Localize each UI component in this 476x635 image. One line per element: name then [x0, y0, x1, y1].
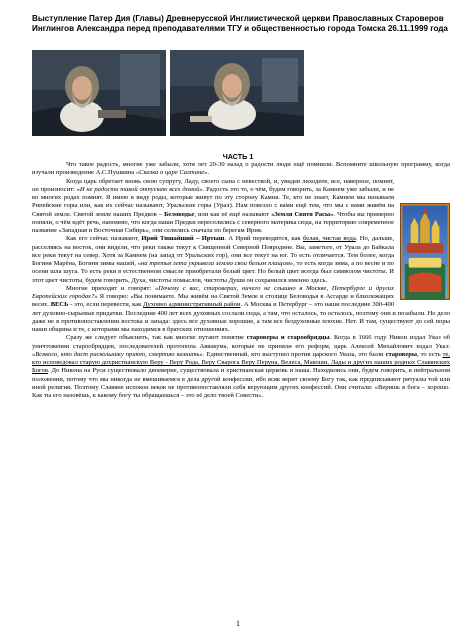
text-span: Когда царь обретает вновь свою супругу, Ладу, своего сына с невесткой, и, увидев лиходеев, все, наверное, помнят, он произносит: « [32, 177, 394, 193]
underline-span: те, кто исповедовал старую дохристианскую Веру - Веру Рода, Веру Сварога Веру Перуна, Велеса, Макоши, Лады и других наших родных Славянских Богов [32, 350, 450, 375]
chapter-heading: ЧАСТЬ 1 [222, 152, 254, 161]
text-span: Что такое радость, многие уже забыли, хотя лет 20-30 назад о радости люди ещё помнили. Вспомните школьную программу, когда изучали произведение А.С.Пушкина « [32, 161, 450, 177]
text-span: . До Никона на Руси существовало двоеверие, существовала и христианская церковь и наша. Находились они, будем говорить, в нейтральном положении, потому что мы никогда не вмешиваемся в дела другой конфессии, ибо всяк верит своему Богу так, как предписывают ритуалы той или иной религии. Поэтому Славяне испокон веков не противопоставляли себя верующим других конфессий. Они считали: «Веришь в бога – хорошо. Как ты его назовёшь, к какому богу ты обращаешься – это её дело твоей Совести». [32, 367, 450, 399]
text-span: », то есть когда зима, а по весне и по осени шла шуга. То есть реки в естественном смысле приобретали белый цвет. Но белый цвет всегда был символом чистоты. И этот цвет чистоты, будем говорить, Духа, чистоты помыслов, чистоты Души он сохранился именно здесь. [32, 260, 395, 284]
text-span: . Когда в 1666 году Никон издал Указ об уничтожении старообрядцев, последователей протопопа Аввакума, которые не приняли его реформ, царь Алексей Михайлович издал Указ: « [32, 334, 450, 358]
text-span: . А Москва и Петербург – это наши последние 300-400 лет духовно-сырьевые придатки. Последние 400 лет всех духовных сослали сюда, а там, что осталось, то осталось, поэтому они и позабыли. Но дело даже не в противопоставлении востока и запада: здесь все духовные хорошие, а там все бездуховные плохие. Нет. И там, существуют до сей поры наши общины и те, с которыми мы находимся в братских отношениях. [32, 301, 450, 333]
text-span: ». Единственный, кто выступил против царского Указа, это были [199, 350, 386, 358]
book-cover-illustration [400, 203, 450, 300]
paragraph-3 [32, 235, 450, 285]
text-span: . Но, дальше, расселяясь на восток, они видели, что реки также текут к Священной Северной Пояродине. Вы, заметьте, от Урала до Байкала все реки текут на север. Хотя за Камнем (на запад от Уральских гор), они все текут на юг. То есть отличается. Тем более, когда Богиня Марёна, Богиня зимы нашей, « [32, 235, 394, 267]
text-span: , или как её ещё называют [194, 210, 272, 218]
bold-span: Беловодье [164, 210, 195, 218]
text-span: . А Ирий переводится, как [224, 235, 303, 243]
text-span: » Я говорю: «Вы понимаете. Мы живём на Святой Земле в столице Беловодья в Асгарде и близлежащих весях. [32, 293, 394, 309]
speaker-photo-right [170, 50, 304, 136]
text-span: Как его сейчас называют, [66, 235, 142, 243]
text-span: Сразу же следует объяснить, так как многие путают понятие [66, 334, 247, 342]
document-title: Выступление Патер Дия (Главы) Древнерусской Инглиистической церкви Православных Староверов Инглингов Александра перед преподавателями ТГУ и общественностью города Томска 26.11.1999 года [32, 14, 448, 33]
italic-span: Почему с вас, староверах, ничего не слышно в Москве, Петербурге и других Европейских городах? [32, 284, 394, 300]
article-body [32, 161, 450, 400]
speaker-photo-left [32, 50, 166, 136]
text-span: ». Радость это то, о чём, будем говорить, за Камнем уже забыли, и не во многих родах помнят. Я имею в виду роды, которые живут по эту сторону Камня. Те, кто не знает, Камнем мы называем Рипейские горы или, как их сейчас называют, Уральские горы (Урал). Нам повезло с вами ещё тем, что мы с вами живём на Святой земле. Святой земле наших Предков – [32, 185, 394, 218]
bold-span: «Земля Святя Расы» [271, 210, 334, 218]
paragraph-4 [32, 285, 450, 335]
page-number: 1 [236, 619, 240, 628]
italic-span: Всякого, кто даст раскольнику приют, смертию казнить [35, 350, 200, 358]
italic-span: на третья лета укрывела землю свои белым плащом [141, 260, 290, 267]
bold-span: Ирий Тишайший – Иртыш [141, 235, 225, 243]
italic-span: Сказка о царе Салтане [139, 169, 205, 177]
paragraph-2 [32, 178, 450, 236]
text-span: - это, если перевести, как [68, 301, 144, 309]
text-span: ». [204, 169, 210, 177]
text-span: . Чтобы вы примерно поняли, о чём идёт речь, напомню, что когда наши Предки переселились с северного материка сюда, на территорию современное название «Западная и Восточная Сибирь», они селились сначала по берегам Ирия. [32, 210, 394, 234]
paragraph-1 [32, 161, 450, 178]
paragraph-5 [32, 334, 450, 400]
italic-span: И не радости такой отпускаю всех домой [79, 185, 200, 193]
bold-span: староверы и старообрядцы [246, 334, 330, 342]
text-span: Многие приходят и говорят: « [66, 284, 159, 292]
bold-span: ВЕСЬ [50, 301, 69, 309]
underline-span: Духовно административный район [143, 301, 241, 309]
bold-span: староверы [385, 350, 417, 358]
text-span: , то есть [417, 350, 443, 358]
underline-span: белая, чистая вода [302, 235, 356, 243]
